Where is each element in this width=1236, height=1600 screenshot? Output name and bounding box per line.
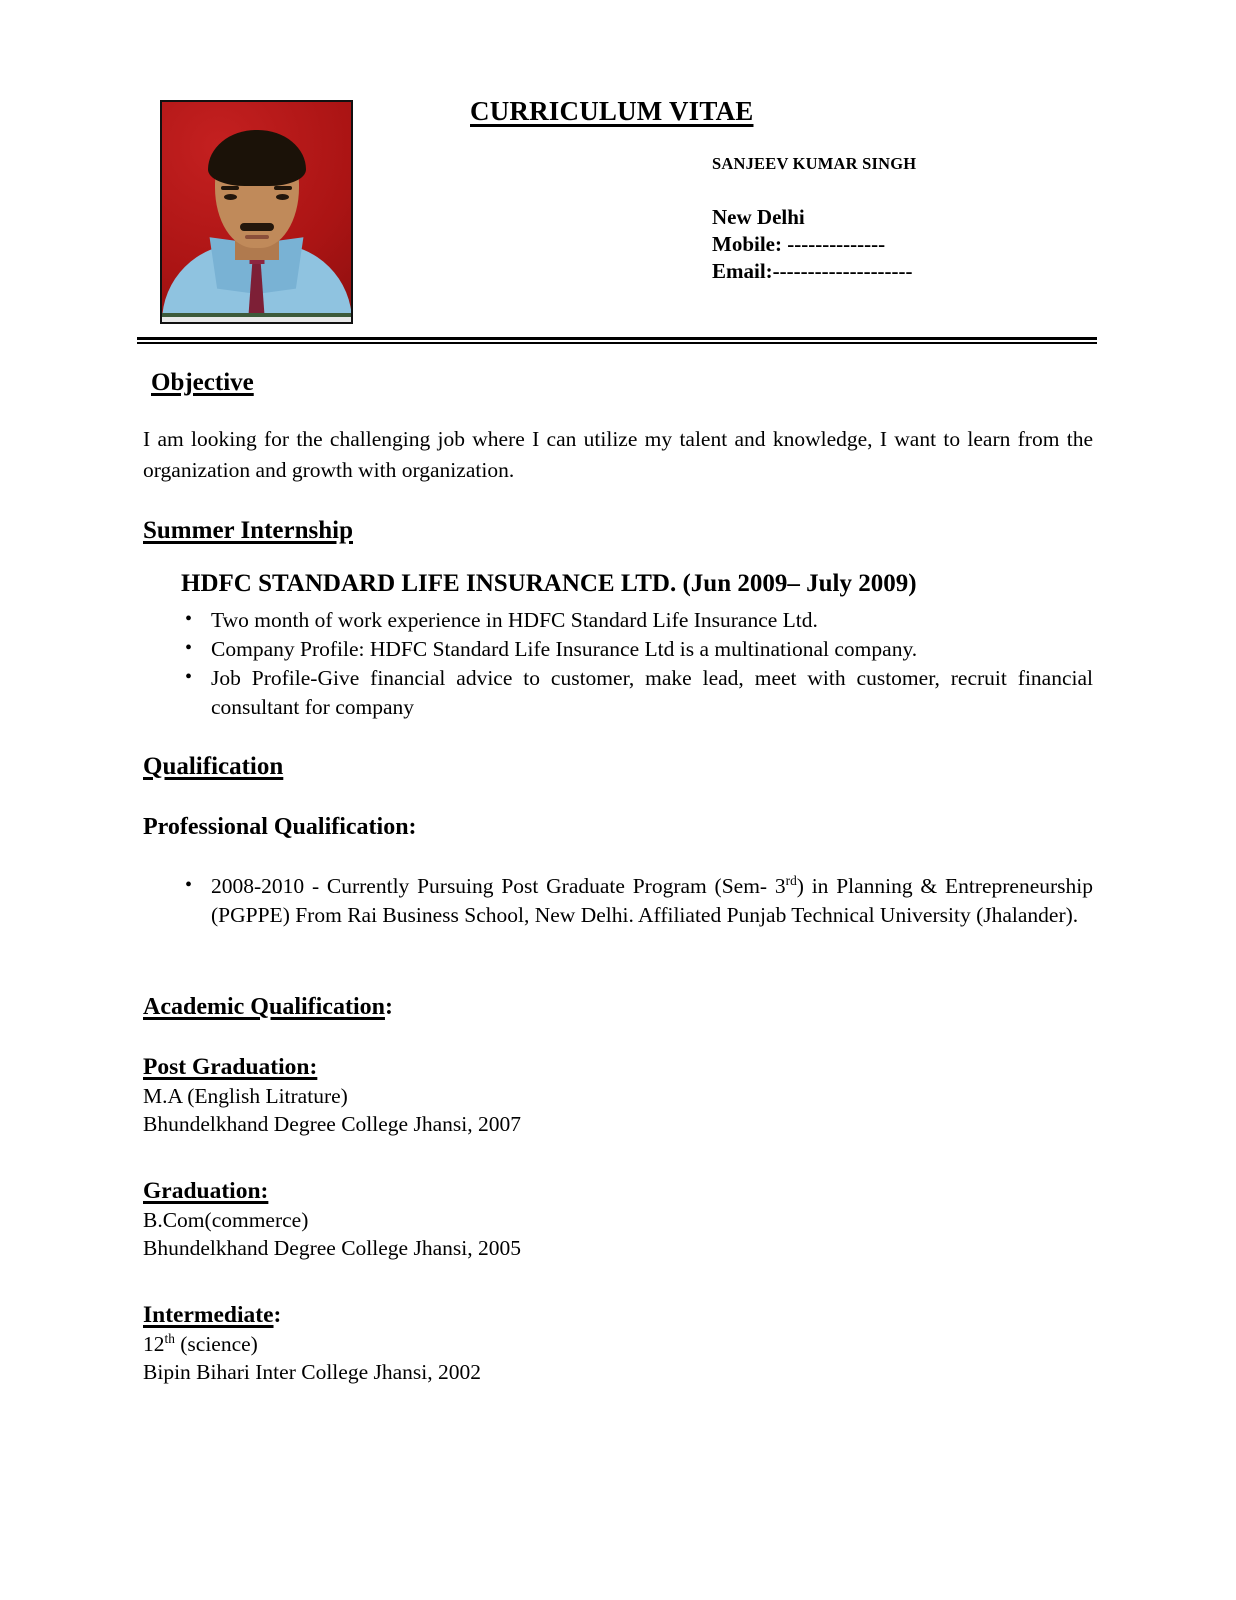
- edu-degree-intermediate: [143, 1330, 1093, 1358]
- cv-body: [143, 368, 1093, 1386]
- photo-mouth: [245, 235, 269, 239]
- section-heading-qualification: [143, 752, 1093, 782]
- header-divider: [137, 337, 1097, 345]
- grade-number: 12: [143, 1332, 165, 1356]
- photo-eyebrow-right: [274, 186, 292, 190]
- internship-bullet-list: [143, 606, 1093, 722]
- list-item: • Company Profile: HDFC Standard Life Insurance Ltd is a multinational company.: [211, 635, 1093, 664]
- divider-line-thin: [137, 342, 1097, 344]
- photo-eye-left: [224, 194, 237, 200]
- edu-title-text: Intermediate: [143, 1302, 274, 1328]
- cv-header: [140, 96, 1100, 336]
- candidate-photo: [162, 102, 351, 322]
- photo-eye-right: [276, 194, 289, 200]
- candidate-photo-frame: [160, 100, 353, 324]
- objective-heading-text: Objective: [151, 369, 254, 396]
- contact-email: Email:--------------------: [712, 259, 913, 283]
- contact-location: New Delhi: [712, 205, 805, 229]
- contact-mobile: Mobile: --------------: [712, 232, 886, 256]
- academic-heading-colon: :: [384, 994, 393, 1020]
- divider-line-thick: [137, 337, 1097, 340]
- photo-eyebrow-left: [221, 186, 239, 190]
- academic-qualification-heading: [143, 992, 1093, 1022]
- edu-institute-graduation: Bhundelkhand Degree College Jhansi, 2005: [143, 1236, 521, 1260]
- grade-superscript: th: [164, 1330, 175, 1346]
- list-item: [211, 872, 1093, 930]
- edu-degree-post-graduation: M.A (English Litrature): [143, 1084, 348, 1108]
- edu-title-text: Graduation:: [143, 1178, 269, 1204]
- list-item: • Job Profile-Give financial advice to customer, make lead, meet with customer, recruit financial consultant for company: [211, 664, 1093, 722]
- section-heading-objective: [143, 368, 1093, 398]
- candidate-name: SANJEEV KUMAR SINGH: [712, 154, 917, 173]
- professional-qualification-heading: Professional Qualification:: [143, 814, 417, 840]
- summer-internship-heading-text: Summer Internship: [143, 517, 353, 544]
- pq-superscript: rd: [785, 872, 797, 888]
- grade-suffix: (science): [174, 1332, 258, 1356]
- academic-heading-main: Academic Qualification: [143, 994, 385, 1020]
- pq-text-part1: 2008-2010 - Currently Pursuing Post Graduate Program (Sem- 3: [211, 874, 786, 898]
- contact-block: [712, 204, 913, 285]
- internship-company-line: HDFC STANDARD LIFE INSURANCE LTD. (Jun 2009– July 2009): [181, 570, 917, 597]
- page-title: CURRICULUM VITAE: [470, 96, 754, 126]
- professional-qualification-list: [143, 872, 1093, 930]
- qualification-heading-text: Qualification: [143, 753, 284, 780]
- section-heading-summer-internship: [143, 516, 1093, 546]
- photo-moustache: [240, 223, 274, 231]
- pq-text-part2: ) in Planning & Entrepreneurship (PGPPE) From Rai Business School, New Delhi. Affiliated Punjab Technical University (Jhalander).: [211, 874, 1093, 927]
- edu-title-graduation: [143, 1176, 1093, 1206]
- list-item: • Two month of work experience in HDFC Standard Life Insurance Ltd.: [211, 606, 1093, 635]
- edu-institute-intermediate: Bipin Bihari Inter College Jhansi, 2002: [143, 1360, 481, 1384]
- edu-title-post-graduation: [143, 1052, 1093, 1082]
- edu-degree-graduation: B.Com(commerce): [143, 1208, 309, 1232]
- edu-institute-post-graduation: Bhundelkhand Degree College Jhansi, 2007: [143, 1112, 521, 1136]
- edu-title-text: Post Graduation:: [143, 1054, 318, 1080]
- edu-title-colon: :: [273, 1302, 282, 1328]
- photo-bottom-strip: [162, 313, 351, 322]
- edu-title-intermediate: [143, 1300, 1093, 1330]
- objective-text: I am looking for the challenging job where I can utilize my talent and knowledge, I want to learn from the organization and growth with organization.: [143, 427, 1093, 482]
